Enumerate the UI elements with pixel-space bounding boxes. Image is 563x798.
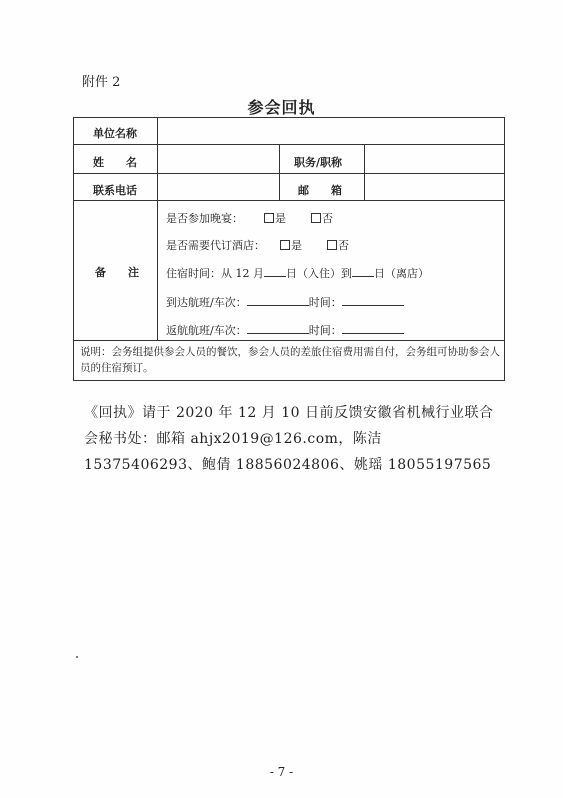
page-title: 参会回执 <box>247 98 316 117</box>
arrival-row <box>166 294 404 310</box>
row-divider <box>74 200 504 201</box>
column-divider <box>364 144 365 200</box>
phone-label: 联系电话 <box>93 184 137 197</box>
hotel-question <box>166 237 349 253</box>
hotel-yes-checkbox[interactable] <box>280 240 290 250</box>
arrival-flight-field[interactable] <box>247 295 309 306</box>
page-number: - 7 - <box>269 765 294 779</box>
row-divider <box>74 173 504 174</box>
banquet-yes-checkbox[interactable] <box>264 213 274 223</box>
return-time-label: 时间： <box>308 324 342 337</box>
banquet-no-checkbox[interactable] <box>311 213 321 223</box>
hotel-no-checkbox[interactable] <box>327 240 337 250</box>
arrival-label: 到达航班/车次： <box>166 296 247 309</box>
email-label: 邮 箱 <box>298 184 342 197</box>
checkout-day-field[interactable] <box>352 266 374 277</box>
hotel-yes-label: 是 <box>291 239 302 252</box>
attachment-label: 附件 2 <box>82 75 121 90</box>
unit-name-label: 单位名称 <box>93 127 137 140</box>
remarks-label: 备 注 <box>95 266 139 279</box>
column-divider <box>157 118 158 340</box>
reply-form-table <box>73 117 505 381</box>
hotel-no-label: 否 <box>338 239 349 252</box>
position-label: 职务/职称 <box>294 156 343 169</box>
column-divider <box>279 144 280 200</box>
form-note: 说明：会务组提供参会人员的餐饮，参会人员的差旅住宿费用需自付，会务组可协助参会人员的住宿预订。 <box>80 346 500 374</box>
return-flight-field[interactable] <box>247 323 309 334</box>
arrival-time-field[interactable] <box>342 295 404 306</box>
banquet-yes-label: 是 <box>275 212 286 225</box>
stay-checkin-label: 日（入住）到 <box>286 267 352 280</box>
arrival-time-label: 时间： <box>308 296 342 309</box>
banquet-question <box>166 210 333 226</box>
row-divider <box>74 144 504 145</box>
return-label: 返航航班/车次： <box>166 324 247 337</box>
scan-speck <box>76 656 78 658</box>
stay-dates <box>166 265 429 281</box>
stay-prefix: 住宿时间：从 12 月 <box>166 267 264 280</box>
banquet-question-label: 是否参加晚宴： <box>166 212 243 225</box>
name-label: 姓 名 <box>93 156 137 169</box>
reply-instructions: 《回执》请于 2020 年 12 月 10 日前反馈安徽省机械行业联合会秘书处：邮箱 ahjx2019@126.com，陈洁 15375406293、鲍倩 18856024806、姚瑶 18055197565 <box>84 405 494 473</box>
row-divider <box>74 340 504 341</box>
return-time-field[interactable] <box>342 323 404 334</box>
return-row <box>166 322 404 338</box>
stay-checkout-label: 日（离店） <box>374 267 429 280</box>
hotel-question-label: 是否需要代订酒店： <box>166 239 265 252</box>
banquet-no-label: 否 <box>322 212 333 225</box>
checkin-day-field[interactable] <box>264 266 286 277</box>
